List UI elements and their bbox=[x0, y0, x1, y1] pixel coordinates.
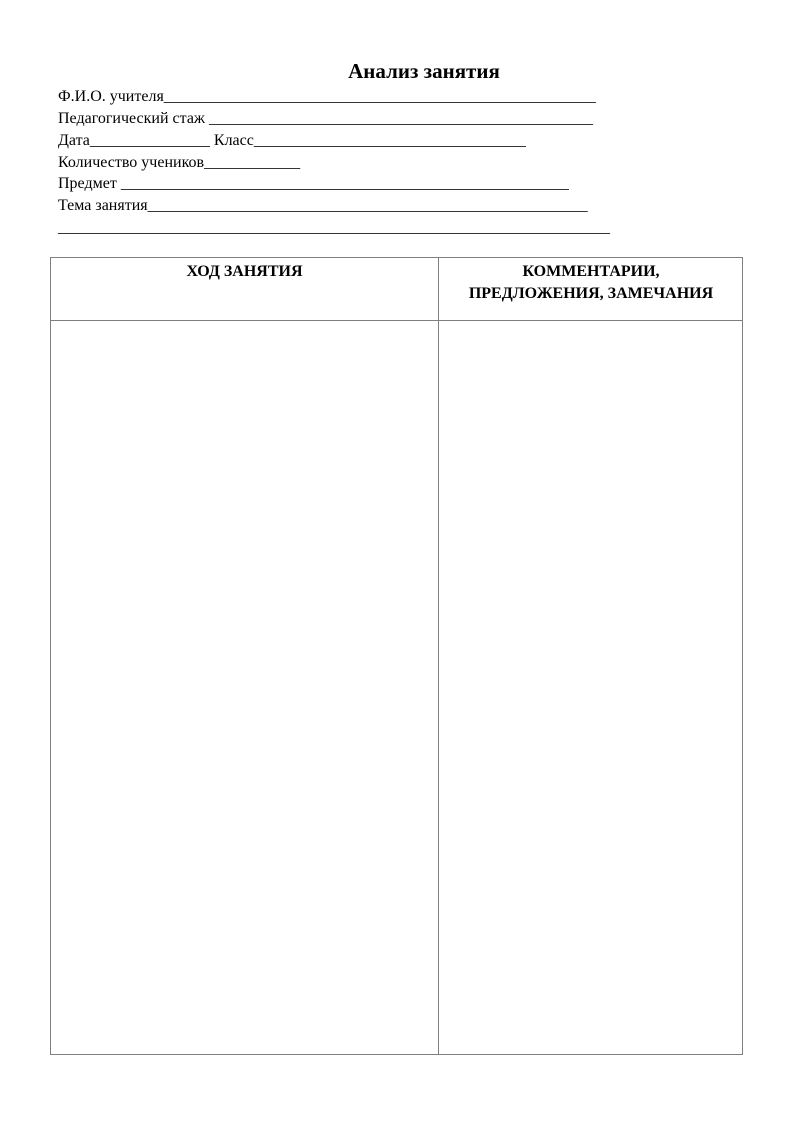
field-blank-date[interactable]: _______________ bbox=[89, 132, 210, 149]
field-label: Предмет bbox=[58, 175, 117, 192]
field-label-class: Класс bbox=[209, 132, 254, 149]
field-label: Ф.И.О. учителя bbox=[58, 88, 164, 105]
field-blank[interactable]: ____________ bbox=[204, 154, 301, 171]
field-label: Педагогический стаж bbox=[58, 110, 205, 127]
field-lesson-topic[interactable] bbox=[58, 195, 588, 217]
field-label-date: Дата bbox=[58, 132, 90, 149]
header-line: ХОД ЗАНЯТИЯ bbox=[186, 263, 303, 280]
field-student-count[interactable] bbox=[58, 152, 300, 174]
header-line: КОММЕНТАРИИ, bbox=[522, 263, 660, 280]
field-topic-continuation[interactable]: _____________________________________________________________________ bbox=[58, 219, 610, 236]
table-header-lesson-flow bbox=[51, 261, 438, 283]
field-date-class[interactable] bbox=[58, 130, 526, 152]
field-label: Тема занятия bbox=[58, 197, 148, 214]
table-cell-lesson-flow[interactable] bbox=[51, 321, 438, 1054]
field-blank-class[interactable]: __________________________________ bbox=[253, 132, 526, 149]
field-blank[interactable]: ________________________________________________ bbox=[204, 110, 593, 127]
field-blank[interactable]: ________________________________________________________ bbox=[116, 175, 569, 192]
field-label: Количество учеников bbox=[58, 154, 205, 171]
document-title: Анализ занятия bbox=[348, 59, 500, 83]
table-header-comments bbox=[439, 261, 743, 305]
field-blank[interactable]: _______________________________________________________ bbox=[147, 197, 588, 214]
lesson-analysis-table bbox=[50, 257, 743, 1055]
field-teaching-experience[interactable] bbox=[58, 108, 593, 130]
field-subject[interactable] bbox=[58, 173, 569, 195]
header-line: ПРЕДЛОЖЕНИЯ, ЗАМЕЧАНИЯ bbox=[468, 285, 714, 302]
field-blank[interactable]: ______________________________________________________ bbox=[163, 88, 596, 105]
field-teacher-name[interactable] bbox=[58, 86, 596, 108]
table-cell-comments[interactable] bbox=[439, 321, 742, 1054]
